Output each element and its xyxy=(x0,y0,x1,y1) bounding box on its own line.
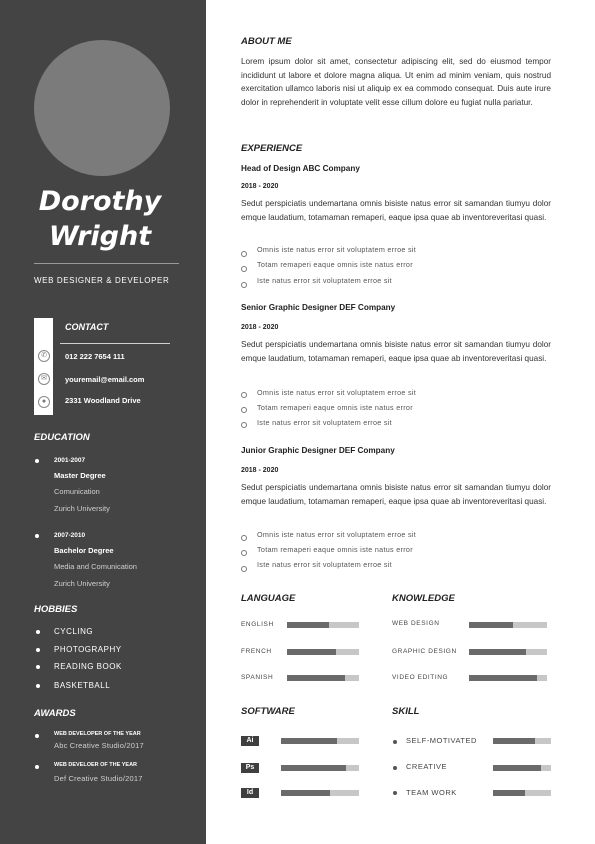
award-bullet-icon xyxy=(35,765,39,769)
job-bullet: Iste natus error sit voluptatem erroe sit xyxy=(257,418,392,427)
job-title: Senior Graphic Designer DEF Company xyxy=(241,303,396,312)
skill-level-bar xyxy=(493,738,551,744)
level-fill xyxy=(493,738,535,744)
education-degree: Bachelor Degree xyxy=(54,546,114,555)
contact-phone: 012 222 7654 111 xyxy=(65,352,125,361)
skill-level-bar xyxy=(493,790,551,796)
skill-name: TEAM WORK xyxy=(406,788,457,797)
job-years: 2018 - 2020 xyxy=(241,183,279,190)
education-years: 2001-2007 xyxy=(54,457,86,464)
level-fill xyxy=(287,675,345,681)
education-school: Zurich University xyxy=(54,504,110,513)
knowledge-level-bar xyxy=(469,675,547,681)
first-name: Dorothy xyxy=(38,186,162,217)
language-heading: LANGUAGE xyxy=(241,593,296,604)
job-description: Sedut perspiciatis undemartana omnis bisiste natus error sit samandan tiumyu dolor emque laudatium, totamaman remaperi, eaque ipsa quae ab inventoreveritasi quasi. xyxy=(241,483,551,506)
job-bullet: Iste natus error sit voluptatem erroe sit xyxy=(257,560,392,569)
award-bullet-icon xyxy=(35,734,39,738)
software-level-bar xyxy=(281,765,359,771)
about-text: Lorem ipsum dolor sit amet, consectetur adipiscing elit, sed do eiusmod tempor incididunt ut labore et dolore magna aliqua. Ut enim ad minim veniam, quis nostrud exercitation ullamco laboris nisi ut aliquip ex ea commodo consequat. Duis aute irure dolor in reprehenderit in voluptate velit esse cillum dolore eu fugiat nulla pariatur. xyxy=(241,57,551,107)
awards-heading: AWARDS xyxy=(34,708,76,719)
job-years: 2018 - 2020 xyxy=(241,467,279,474)
level-fill xyxy=(281,765,346,771)
job-bullet: Iste natus error sit voluptatem erroe sit xyxy=(257,276,392,285)
language-level-bar xyxy=(287,649,359,655)
bullet-circle-icon xyxy=(241,282,247,288)
name-divider xyxy=(34,263,179,264)
bullet-circle-icon xyxy=(241,535,247,541)
hobby-item: READING BOOK xyxy=(54,662,122,671)
last-name: Wright xyxy=(48,221,152,252)
skill-bullet-icon xyxy=(393,766,397,770)
bullet-circle-icon xyxy=(241,422,247,428)
contact-heading: CONTACT xyxy=(65,322,109,332)
job-title: Head of Design ABC Company xyxy=(241,164,360,173)
level-fill xyxy=(287,622,329,628)
knowledge-level-bar xyxy=(469,649,547,655)
skill-bullet-icon xyxy=(393,740,397,744)
job-description: Sedut perspiciatis undemartana omnis bisiste natus error sit samandan tiumyu dolor emque laudatium, totamaman remaperi, eaque ipsa quae ab inventoreveritasi quasi. xyxy=(241,340,551,363)
hobby-item: CYCLING xyxy=(54,627,94,636)
job-bullet: Totam remaperi eaque omnis iste natus error xyxy=(257,545,413,554)
bullet-circle-icon xyxy=(241,566,247,572)
bullet-circle-icon xyxy=(241,407,247,413)
education-bullet-icon xyxy=(35,534,39,538)
award-title: WEB DEVELOER OF THE YEAR xyxy=(54,762,138,768)
level-fill xyxy=(469,622,513,628)
job-title: Junior Graphic Designer DEF Company xyxy=(241,446,395,455)
knowledge-heading: KNOWLEDGE xyxy=(392,593,455,604)
education-school: Zurich University xyxy=(54,579,110,588)
job-bullet: Omnis iste natus error sit voluptatem erroe sit xyxy=(257,245,417,254)
software-heading: SOFTWARE xyxy=(241,706,295,717)
job-bullet: Omnis iste natus error sit voluptatem erroe sit xyxy=(257,388,417,397)
job-bullet: Totam remaperi eaque omnis iste natus error xyxy=(257,260,413,269)
education-degree: Master Degree xyxy=(54,471,106,480)
education-bullet-icon xyxy=(35,459,39,463)
knowledge-name: GRAPHIC DESIGN xyxy=(392,648,457,655)
email-icon: ✉ xyxy=(38,373,50,385)
experience-heading: EXPERIENCE xyxy=(241,143,303,154)
contact-email: youremail@email.com xyxy=(65,375,145,384)
hobbies-heading: HOBBIES xyxy=(34,604,78,615)
level-fill xyxy=(493,790,525,796)
hobby-bullet-icon xyxy=(36,665,40,669)
about-heading: ABOUT ME xyxy=(241,36,292,47)
hobby-bullet-icon xyxy=(36,630,40,634)
language-level-bar xyxy=(287,622,359,628)
skill-name: CREATIVE xyxy=(406,762,447,771)
job-years: 2018 - 2020 xyxy=(241,324,279,331)
knowledge-level-bar xyxy=(469,622,547,628)
level-fill xyxy=(469,675,537,681)
education-field: Media and Comunication xyxy=(54,562,137,571)
hobby-item: BASKETBALL xyxy=(54,681,111,690)
language-name: ENGLISH xyxy=(241,621,274,628)
bullet-circle-icon xyxy=(241,251,247,257)
level-fill xyxy=(493,765,541,771)
level-fill xyxy=(281,738,337,744)
software-badge: Id xyxy=(241,788,259,798)
hobby-bullet-icon xyxy=(36,684,40,688)
knowledge-name: WEB DESIGN xyxy=(392,620,440,627)
award-org: Def Creative Studio/2017 xyxy=(54,774,143,783)
skill-heading: SKILL xyxy=(392,706,420,717)
language-name: FRENCH xyxy=(241,648,272,655)
knowledge-name: VIDEO EDITING xyxy=(392,674,449,681)
education-field: Comunication xyxy=(54,487,100,496)
bullet-circle-icon xyxy=(241,266,247,272)
skill-name: SELF-MOTIVATED xyxy=(406,736,477,745)
education-heading: EDUCATION xyxy=(34,432,90,443)
job-bullet: Omnis iste natus error sit voluptatem erroe sit xyxy=(257,530,417,539)
software-badge: Ps xyxy=(241,763,259,773)
job-description: Sedut perspiciatis undemartana omnis bisiste natus error sit samandan tiumyu dolor emque laudatium, totamaman remaperi, eaque ipsa quae ab inventoreveritasi quasi. xyxy=(241,199,551,222)
sidebar xyxy=(0,0,206,844)
profile-photo-placeholder xyxy=(34,40,170,176)
contact-divider xyxy=(60,343,170,344)
language-level-bar xyxy=(287,675,359,681)
education-years: 2007-2010 xyxy=(54,532,86,539)
bullet-circle-icon xyxy=(241,392,247,398)
contact-address: 2331 Woodland Drive xyxy=(65,396,141,405)
level-fill xyxy=(281,790,330,796)
phone-icon: ✆ xyxy=(38,350,50,362)
level-fill xyxy=(287,649,336,655)
bullet-circle-icon xyxy=(241,550,247,556)
skill-level-bar xyxy=(493,765,551,771)
job-role: WEB DESIGNER & DEVELOPER xyxy=(34,276,170,285)
level-fill xyxy=(469,649,526,655)
language-name: SPANISH xyxy=(241,674,274,681)
job-bullet: Totam remaperi eaque omnis iste natus error xyxy=(257,403,413,412)
award-org: Abc Creative Studio/2017 xyxy=(54,741,144,750)
software-level-bar xyxy=(281,790,359,796)
award-title: WEB DEVELOPER OF THE YEAR xyxy=(54,731,141,737)
hobby-item: PHOTOGRAPHY xyxy=(54,645,122,654)
skill-bullet-icon xyxy=(393,791,397,795)
location-icon: ● xyxy=(38,396,50,408)
hobby-bullet-icon xyxy=(36,648,40,652)
software-badge: Ai xyxy=(241,736,259,746)
software-level-bar xyxy=(281,738,359,744)
